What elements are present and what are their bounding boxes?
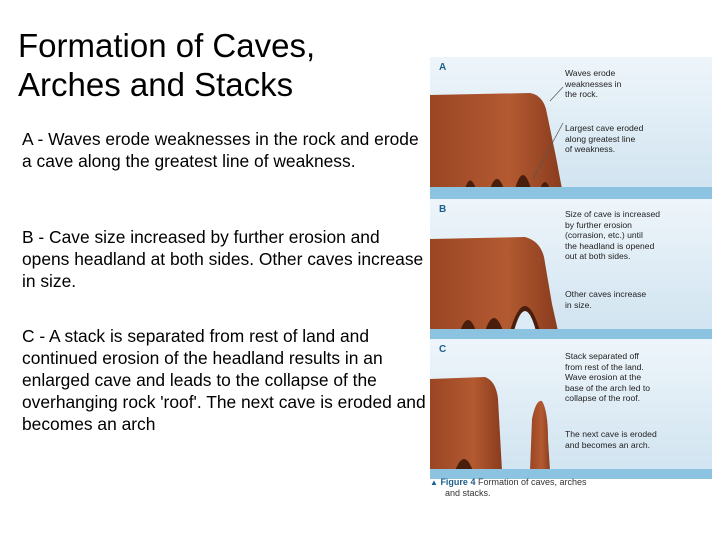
panel-a-letter: A (439, 62, 447, 73)
title-line-2: Arches and Stacks (18, 66, 294, 103)
panel-a-note-1: Waves erode weaknesses in the rock. (565, 68, 622, 99)
panel-b-note-1: Size of cave is increased by further erosion (corrasion, etc.) until the headland is opened out at both sides. (565, 209, 661, 261)
page-title (18, 26, 418, 104)
caption-label: Figure 4 (440, 477, 476, 487)
panel-a-note-2: Largest cave eroded along greatest line of weakness. (565, 123, 644, 154)
sea (430, 329, 712, 339)
paragraph-c: C - A stack is separated from rest of land and continued erosion of the headland results in an enlarged cave and leads to the collapse of the overhanging rock 'roof'. The next cave is eroded and becomes an arch (22, 326, 426, 434)
panel-b (430, 199, 712, 339)
paragraph-a: A - Waves erode weaknesses in the rock and erode a cave along the greatest line of weakness. (22, 129, 419, 171)
headland-rock (430, 377, 502, 471)
panel-b-letter: B (439, 204, 447, 215)
caption-line-2: and stacks. (445, 488, 491, 498)
title-line-1: Formation of Caves, (18, 27, 316, 64)
sea (430, 187, 712, 199)
panel-a (430, 57, 712, 199)
caption-line-1: Formation of caves, arches (477, 477, 587, 487)
paragraph-b: B - Cave size increased by further erosion and opens headland at both sides. Other caves increase in size. (22, 227, 424, 291)
headland-rock (430, 93, 562, 189)
panel-c (430, 339, 712, 479)
panel-c-note-2: The next cave is eroded and becomes an arch. (565, 429, 657, 450)
figure-caption (430, 477, 587, 499)
panel-c-letter: C (439, 344, 447, 355)
panel-c-note-1: Stack separated off from rest of the land. Wave erosion at the base of the arch led to collapse of the roof. (565, 351, 651, 403)
headland-rock (430, 237, 558, 331)
caption-triangle-icon: ▲ (430, 478, 438, 487)
formation-figure (430, 57, 712, 499)
panel-b-note-2: Other caves increase in size. (565, 289, 647, 310)
